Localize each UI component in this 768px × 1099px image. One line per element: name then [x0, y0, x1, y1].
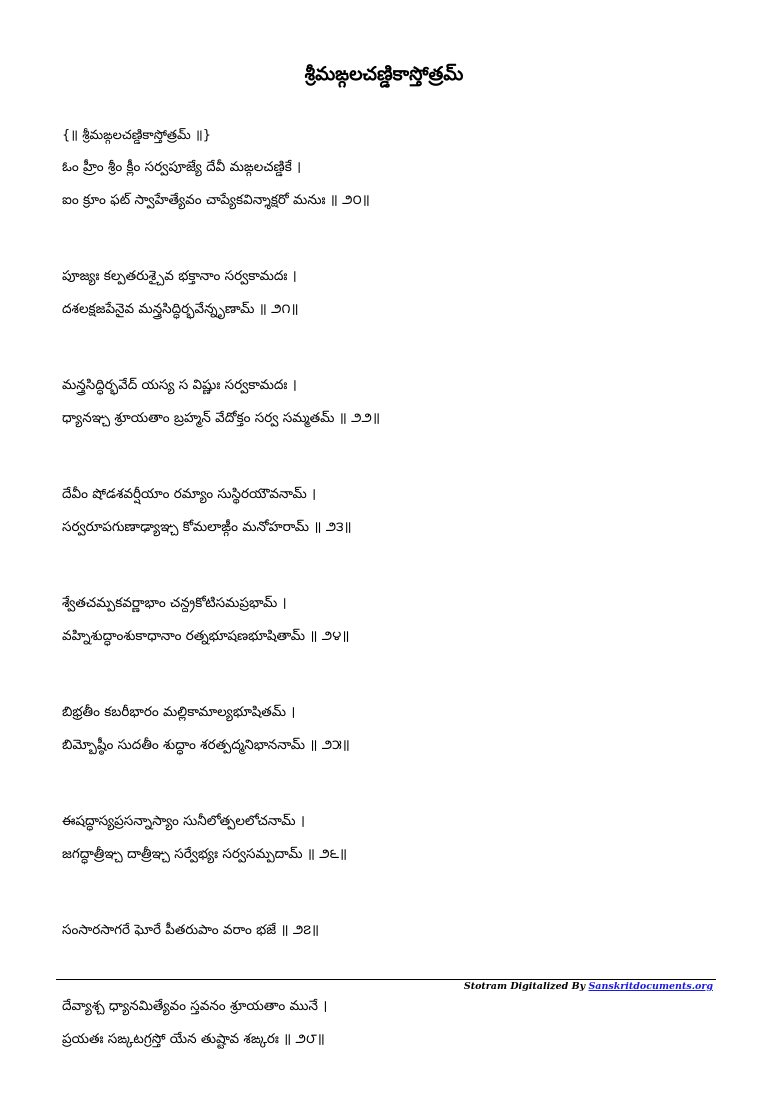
- footer-prefix: Stotram Digitalized By: [463, 981, 589, 992]
- verse-line: బిమ్బోష్ఠీం సుదతీం శుద్ధాం శరత్పద్మనిభాననామ్ ॥ ౨౫॥: [62, 737, 350, 753]
- footer-divider: [56, 979, 716, 980]
- stanza-21: [62, 260, 742, 326]
- stanza-26: [62, 805, 742, 871]
- verses-body: [62, 121, 742, 1099]
- verse-line: సర్వరూపగుణాఢ్యాఞ్చ కోమలాఙ్గీం మనోహరామ్ ॥ ౨౩॥: [62, 519, 352, 535]
- verse-line: దశలక్షజపేనైవ మన్త్రసిద్ధిర్భవేన్నృణామ్ ॥ ౨౧॥: [62, 301, 299, 317]
- stanza-24: [62, 587, 742, 653]
- verse-line: ఈషద్ధాస్యప్రసన్నాస్యాం సునీలోత్పలలోచనామ్ ।: [62, 813, 305, 829]
- stanza-25: [62, 696, 742, 762]
- stanza-27: [62, 914, 742, 947]
- stotram-header-line: {॥ శ్రీమఙ్గలచణ్డికాస్తోత్రమ్ ॥}: [62, 128, 211, 143]
- stanza-22: [62, 369, 742, 435]
- verse-line: దేవ్యాశ్చ ధ్యానమిత్యేవం స్తవనం శ్రూయతాం మునే ।: [62, 998, 328, 1014]
- verse-line: శ్వేతచమ్పకవర్ణాభాం చన్ద్రకోటిసమప్రభామ్ ।: [62, 595, 287, 611]
- verse-line: సంసారసాగరే ఘోరే పీతరుపాం వరాం భజే ॥ ౨౭॥: [62, 922, 320, 938]
- verse-line: పూజ్యః కల్పతరుశ్చైవ భక్తానాం సర్వకామదః ।: [62, 268, 297, 284]
- verse-line: ధ్యానఞ్చ శ్రూయతాం బ్రహ్మన్ వేదోక్తం సర్వ సమ్మతమ్ ॥ ౨౨॥: [62, 410, 381, 426]
- stanza-23: [62, 478, 742, 544]
- stanza-28: [62, 990, 742, 1056]
- verse-line: ఐం క్రూం ఫట్ స్వాహేత్యేవం చాప్యేకవిన్శాక్షరో మనుః ॥ ౨౦॥: [62, 192, 370, 208]
- verse-line: దేవీం షోడశవర్షీయాం రమ్యాం సుస్థిరయౌవనామ్ ।: [62, 486, 317, 502]
- verse-line: వహ్నిశుద్ధాంశుకాధానాం రత్నభూషణభూషితామ్ ॥ ౨౪॥: [62, 628, 350, 644]
- footer-credit: [464, 981, 713, 992]
- verse-line: ప్రయతః సఙ్కటగ్రస్తో యేన తుష్టావ శఙ్కరః ॥ ౨౮॥: [62, 1031, 325, 1047]
- page-title: శ్రీమఙ్గలచణ్డికాస్తోత్రమ్: [304, 63, 464, 85]
- sanskritdocuments-link[interactable]: Sanskritdocuments.org: [588, 981, 713, 992]
- verse-line: మన్త్రసిద్ధిర్భవేద్ యస్య స విష్ణుః సర్వకామదః ।: [62, 377, 297, 393]
- verse-line: ఓం హ్రీం శ్రీం క్లీం సర్వపూజ్యే దేవీ మఙ్గలచణ్డికే ।: [62, 159, 302, 175]
- verse-line: జగద్ధాత్రీఞ్చ దాత్రీఞ్చ సర్వేభ్యః సర్వసమ్పదామ్ ॥ ౨౬॥: [62, 846, 348, 862]
- verse-line: బిభ్రతీం కబరీభారం మల్లికామాల్యభూషితమ్ ।: [62, 704, 296, 720]
- stanza-20: [62, 151, 742, 217]
